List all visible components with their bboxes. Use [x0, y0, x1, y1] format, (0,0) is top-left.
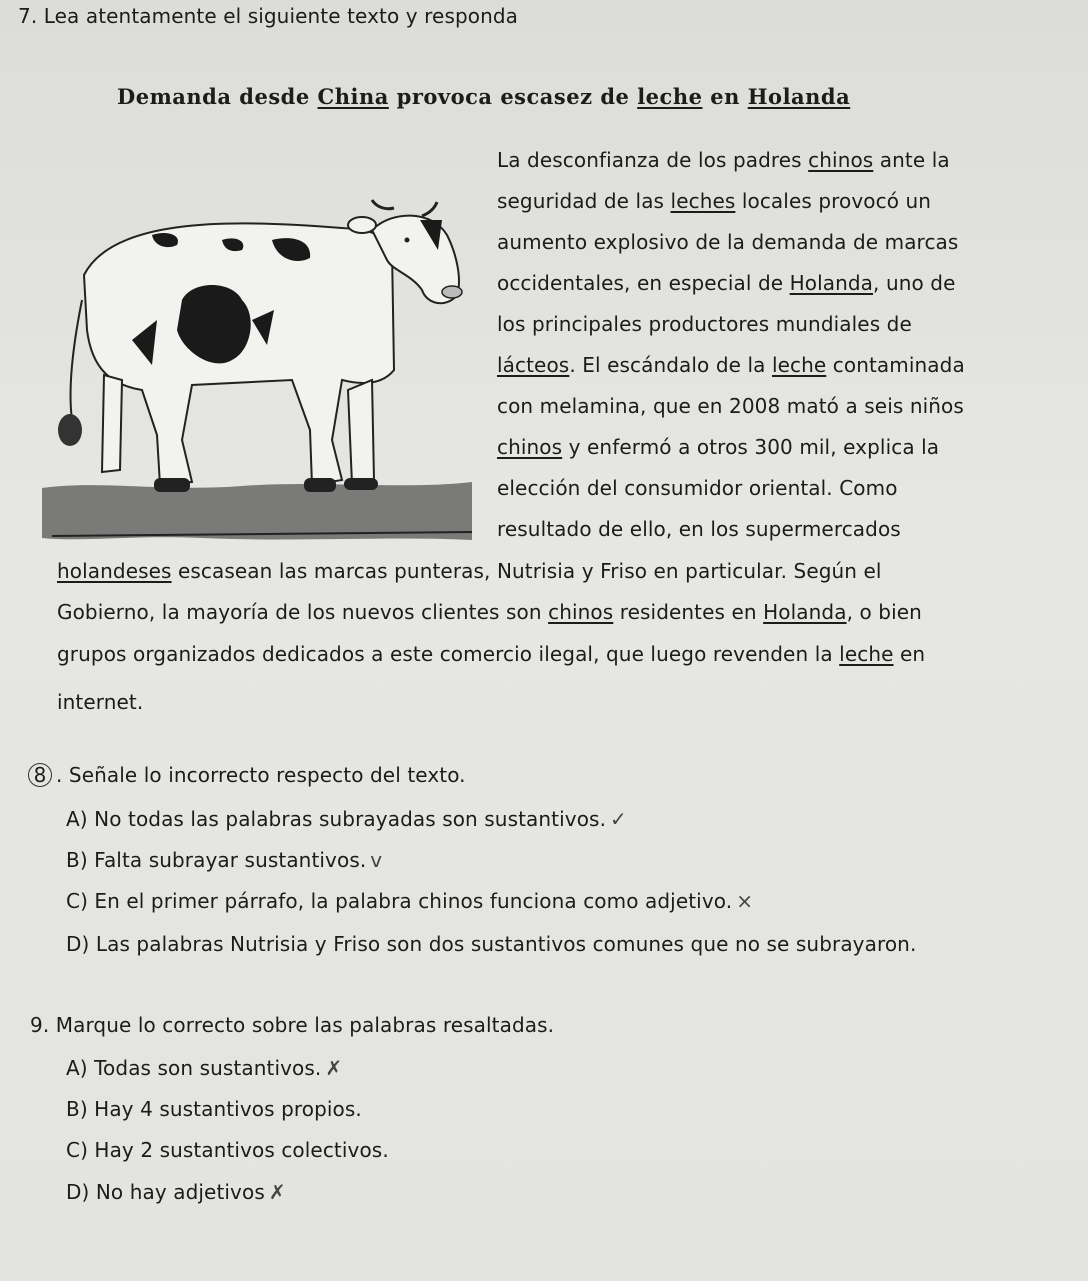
- question-8-label: 8 . Señale lo incorrecto respecto del texto.: [28, 763, 466, 787]
- question-7-label: 7. Lea atentamente el siguiente texto y responda: [18, 4, 519, 28]
- question-9-option-b: B) Hay 4 sustantivos propios.: [66, 1097, 362, 1121]
- cross-mark: ✗: [325, 1056, 343, 1080]
- article-line: con melamina, que en 2008 mató a seis niños: [497, 394, 964, 418]
- article-line: seguridad de las leches locales provocó un: [497, 189, 932, 213]
- article-line: holandeses escasean las marcas punteras, Nutrisia y Friso en particular. Según el: [57, 559, 882, 583]
- article-line: los principales productores mundiales de: [497, 312, 912, 336]
- question-9-label: 9. Marque lo correcto sobre las palabras resaltadas.: [30, 1013, 555, 1037]
- question-8-option-a: A) No todas las palabras subrayadas son sustantivos. ✓: [66, 807, 627, 831]
- cross-mark: ✗: [268, 1180, 286, 1204]
- cow-illustration: [42, 180, 472, 552]
- article-line: resultado de ello, en los supermercados: [497, 517, 901, 541]
- question-8-option-c: C) En el primer párrafo, la palabra chinos funciona como adjetivo. ×: [66, 889, 754, 913]
- question-number-circle: 8: [28, 763, 52, 787]
- question-9-option-d: D) No hay adjetivos ✗: [66, 1180, 286, 1204]
- check-mark: ✓: [610, 807, 627, 831]
- article-line: elección del consumidor oriental. Como: [497, 476, 898, 500]
- question-8-option-d: D) Las palabras Nutrisia y Friso son dos sustantivos comunes que no se subrayaron.: [66, 932, 917, 956]
- article-line: Gobierno, la mayoría de los nuevos clientes son chinos residentes en Holanda, o bien: [57, 600, 922, 624]
- article-line: internet.: [57, 690, 144, 714]
- article-line: chinos y enfermó a otros 300 mil, explica la: [497, 435, 940, 459]
- article-line: La desconfianza de los padres chinos ante la: [497, 148, 950, 172]
- question-9-option-a: A) Todas son sustantivos. ✗: [66, 1056, 343, 1080]
- article-title: Demanda desde China provoca escasez de leche en Holanda: [117, 84, 851, 109]
- article-line: aumento explosivo de la demanda de marcas: [497, 230, 959, 254]
- article-line: lácteos. El escándalo de la leche contaminada: [497, 353, 965, 377]
- check-mark: v: [370, 848, 383, 872]
- article-line: grupos organizados dedicados a este comercio ilegal, que luego revenden la leche en: [57, 642, 926, 666]
- question-9-option-c: C) Hay 2 sustantivos colectivos.: [66, 1138, 389, 1162]
- question-8-option-b: B) Falta subrayar sustantivos. v: [66, 848, 383, 872]
- article-line: occidentales, en especial de Holanda, uno de: [497, 271, 956, 295]
- cross-mark: ×: [736, 889, 754, 913]
